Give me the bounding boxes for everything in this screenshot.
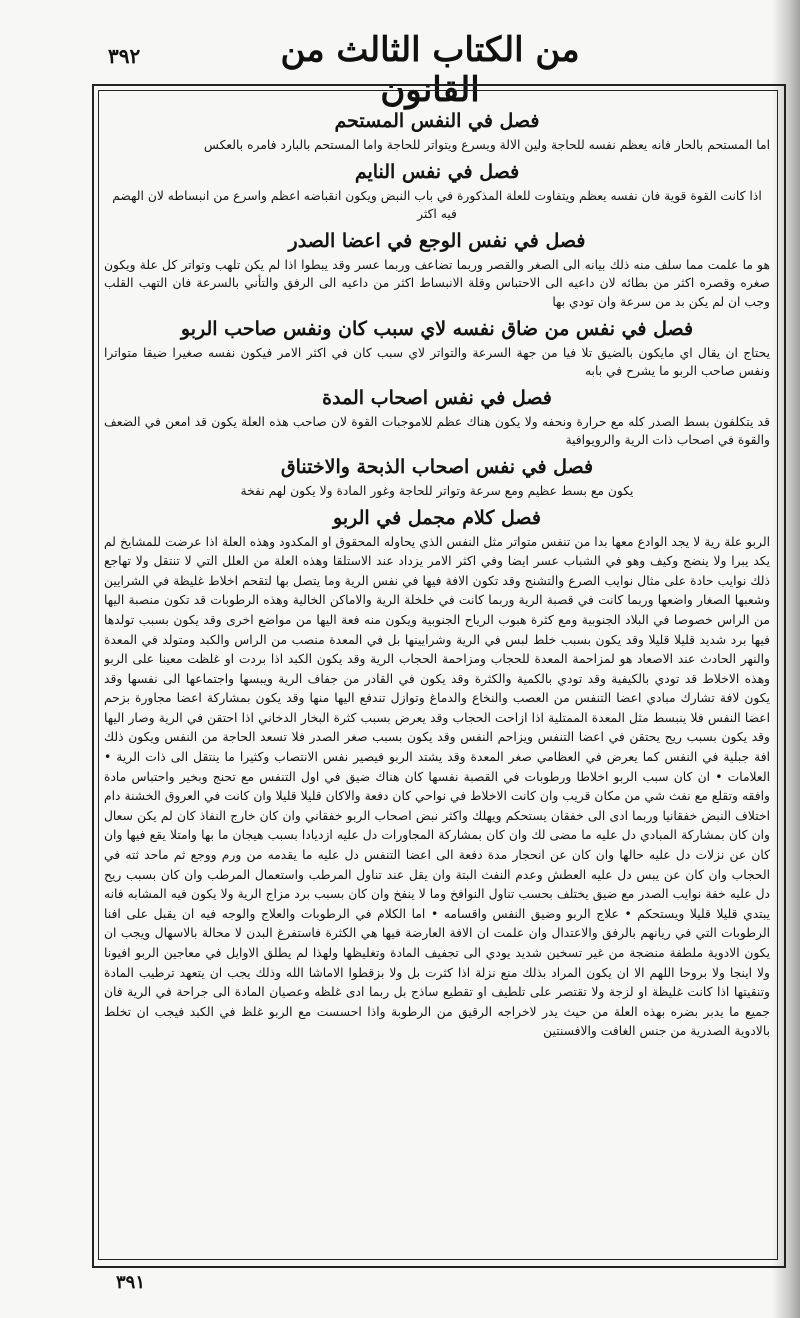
section-paragraph: اذا كانت القوة قوية فان نفسه يعظم ويتفاوت للعلة المذكورة في باب النبض ويكون انقباضه اعظم واسرع من انبساطه لان الهضم فيه اكثر [112,188,762,222]
running-title: من الكتاب الثالث من القانون [280,30,580,110]
page-number-top: ٣٩٢ [108,44,141,68]
page-content [104,104,770,1254]
section-heading: فصل في نفس من ضاق نفسه لاي سبب كان ونفس صاحب الربو [180,317,694,340]
section-heading: فصل في نفس اصحاب المدة [322,386,552,409]
section-paragraph: الربو علة رية لا يجد الوادع معها بدا من تنفس متواتر مثل النفس الذي يحاوله المحقوق او المكدود وهذه العلة اذا عرضت للمشايخ لم يكد يبرا ولا ينضج وكيف وهو في الشباب عسر ايضا وفي اكثر الامر يزداد عند الاستلقا وهذه العلة من العلل التي لا تنتقل ولا تهاجع ذلك نوايب حادة على مثال نوايب الصرع والتشنج وقد تكون الافة فيها في نفس الرية وما يتصل بها لتقحم اخلاط غليظة في الشرايين وشعبها الصغار واضعها وربما كانت في قصبة الرية وربما كانت في خلخلة الرية والاماكن الخالية وهذه الرطوبات قد تكون منصبة اليها من الراس خصوصا في البلاد الجنوبية ومع كثرة هبوب الرياح الجنوبية ويكون منه فعة اليها من مواضع اخرى وقد يكون بسبب تولدها فيها برد شديد قليلا قليلا وقد يكون بسبب خلط لبس في الرية وشرايينها بل في المعدة منصب من الراس والكبد ومتولد في المعدة والنهر الحادث عند الاصعاد هو لمزاحمة المعدة للحجاب ومزاحمة الحجاب الرية وقد يكون الكبد اذا بردت او غلظت معينا على الربو وهذه الاخلاط قد تودي بالكيفية وقد تودي بالكمية والكثرة وقد يكون في القادر من جفاف الرية ويبسها واجتماعها الى نفسها وقد يكون لافة تشارك مبادي اعضا التنفس من العصب والنخاع والدماغ وتوازل تندفع اليها منها وقد يكون بمشاركة اعضا مجاورة بزحم اعضا النفس فلا ينبسط مثل المعدة الممتلية اذا ازاحت الحجاب وقد يعرض بسبب كثرة البخار الدخاني اذا احتقن في الرية وصار اليها وقد يكون بسبب ريح يحتقن في اعضا التنفس ويزاحم النفس وقد يكون بسبب صغر الصدر فلا تسعد الحاجة من النفس ويكون ذلك افة جبلية في النفس كما يعرض في العظامي صغر المعدة وقد يشتد الربو فيصير نفس الانتصاب وكثيرا ما ينتقل الى ذات الرية • العلامات • ان كان سبب الربو اخلاطا ورطوبات في القصبة نفسها كان هناك ضيق في اول التنفس مع تحنج وبخير واحتباس مادة وافقه وتقلع مع نفث شي من مكان قريب وان كانت الاخلاط في نواحي كان دفعة والاكان قليلا قليلا وان كانت في العروق الخشنة دام اختلاف النبض خفقانيا وربما ادى الى خفقان يستحكم ويهلك واكثر نبض اصحاب الربو خفقاني وان كان خارج النفاذ كان لم يكن سعال وان كان بمشاركة المبادي دل عليه ما مضى لك وان كان بمشاركة المجاورات دل عليه ازديادا بسبب هيجان ما بها وامتلا يقع فيها وان كان عن نزلات دل عليه حالها وان كان عن انحجار مدة دفعة الى اعضا التنفس دل عليه ما يقدمه من ورم ووجع ثم ماحد ثته في الحجاب وان كان عن يبس دل عليه العطش وعدم النفث البتة وان يقل عند تناول المرطب واستعمال المرطب وان كان بسبب ريح دل عليه خفة نوايب الصدر مع ضيق يختلف بحسب تناول النوافخ وما لا ينفخ وان كان بسبب برد مزاج الرية ولا يكون فيه المشابه فانه يبتدي قليلا قليلا ويستحكم • علاج الربو وضيق النفس واقسامه • اما الكلام في الرطوبات والعلاج والوجه فيه ان يقبل على افنا الرطوبات التي في ريانهم بالرفق والاعتدال وان علمت ان الافة العارضة فيها هي الكثرة فاستفرغ البدن لا محالة بالاسهال ويجب ان يكون الادوية ملطفة منضجة من غير تسخين شديد يودي الى تجفيف المادة وتغليظها ولهذا لم يطلق الاوايل في معاجين الربو افيونا ولا اينجا ولا بروحا اللهم الا ان يكون المراد بذلك منع نزلة اذا كثرت بل ولا بزقطوا الاماشا الله وذلك يجب ان يتعهد ترطيب المادة وتنقيتها اذا كانت غليظة او لزجة ولا تقتصر على تلطيف او تقطيع ساذج بل ربما ادى غلظه وعصيان المادة الى جراحة في الرية فان جميع ما يدبر بضره بهذه العلة من حيث يدر لاخراجه الرقيق من الرطوبة واذا احسست مع الربو غلظ في الكبد فيجب ان تخلط بالادوية الصدرية من جنس الغافت والافسنتين [104,534,770,1039]
page-number-bottom: ٣٩١ [116,1272,146,1293]
section-heading: فصل في نفس الوجع في اعضا الصدر [288,229,586,252]
section-paragraph: اما المستحم بالحار فانه يعظم نفسه للحاجة ولين الالة ويسرع ويتواتر للحاجة واما المستحم بالبارد فامره بالعكس [203,138,770,152]
section-heading: فصل في النفس المستحم [334,110,540,132]
section-paragraph: يحتاج ان يقال اي مايكون بالضيق تلا فيا من جهة السرعة والتواتر لاي سبب كان في اكثر الامر فيكون نفسه صغيرا ضيقا متواترا ونفس صاحب الربو ما يشرح في بابه [104,345,770,379]
section-paragraph: يكون مع بسط عظيم ومع سرعة وتواتر للحاجة وغور المادة ولا يكون لهم نفخة [240,483,634,498]
section-paragraph: قد يتكلفون بسط الصدر كله مع حرارة ونحفه ولا يكون هناك عظم للاموجبات القوة لان صاحب هذه العلة يكون قد امعن في الضعف والقوة في اصحاب ذات الرية والرويوافية [104,414,770,448]
section-paragraph: هو ما علمت مما سلف منه ذلك بيانه الى الصغر والقصر وربما تضاعف وربما عسر وقد يبطوا اذا لم يكن تلهب وتواتر كل علة ويكون صغره وقصره اكثر من بطائه لان داعيه الى الاحتباس وقلة الانبساط اكثر من داعيه الى الرفق والتأني بالسرعة فان التهب القلب وجب ان لم يكن بد من سرعة وان تودي بها [104,257,770,309]
section-heading: فصل كلام مجمل في الربو [333,506,541,529]
section-heading: فصل في نفس النايم [354,160,520,183]
section-heading: فصل في نفس اصحاب الذبحة والاختناق [280,455,594,478]
